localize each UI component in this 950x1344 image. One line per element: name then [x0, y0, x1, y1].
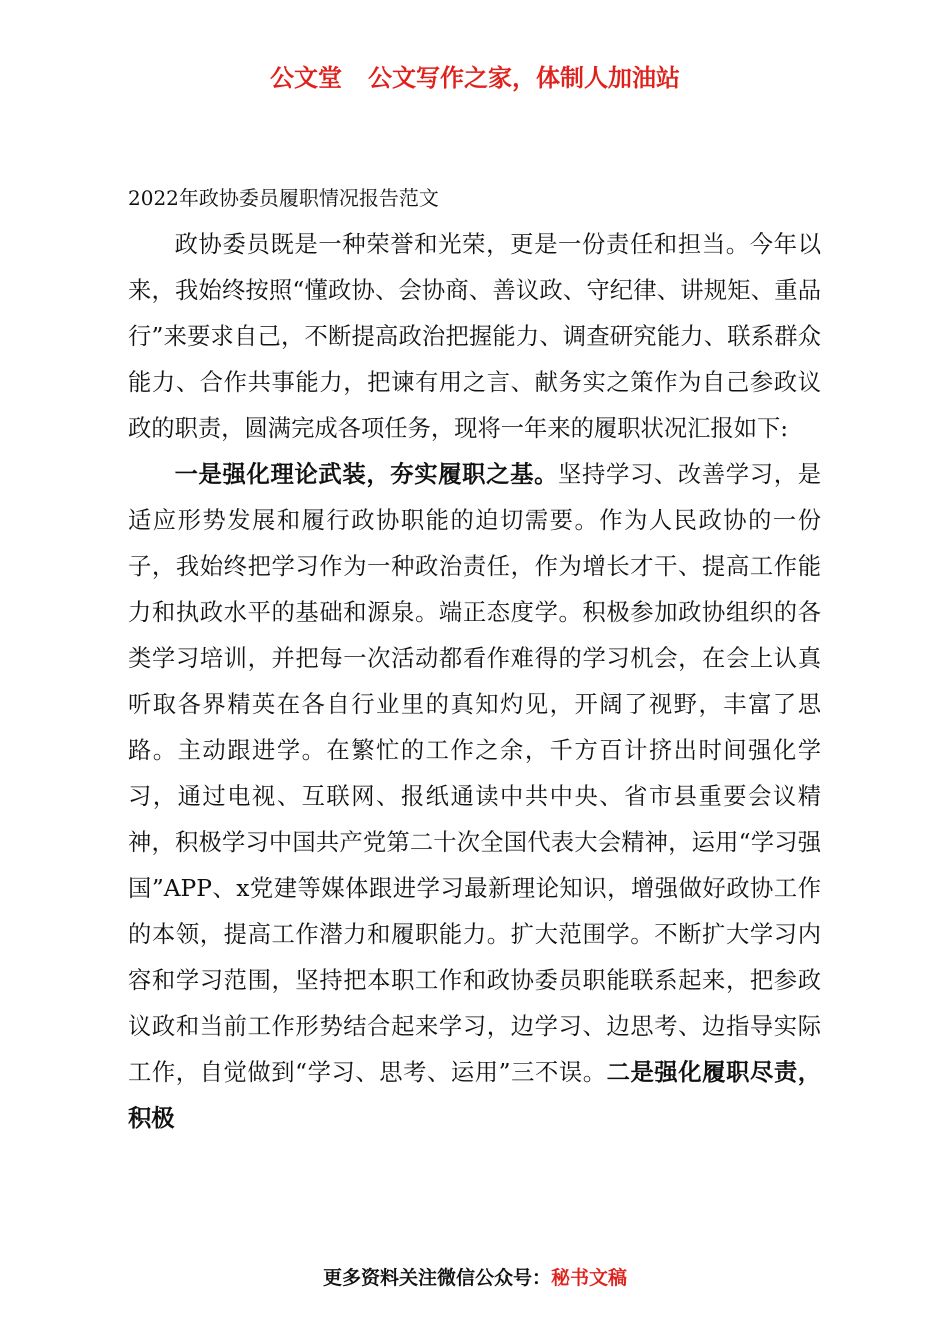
- footer-prefix: 更多资料关注微信公众号：: [322, 1267, 551, 1289]
- section1-text: 坚持学习、改善学习，是适应形势发展和履行政协职能的迫切需要。作为人民政协的一份子，我始终把学习作为一种政治责任，作为增长才干、提高工作能力和执政水平的基础和源泉。端正态度学。积极参加政协组织的各类学习培训，并把每一次活动都看作难得的学习机会，在会上认真听取各界精英在各自行业里的真知灼见，开阔了视野，丰富了思路。主动跟进学。在繁忙的工作之余，千方百计挤出时间强化学习，通过电视、互联网、报纸通读中共中央、省市县重要会议精神，积极学习中国共产党第二十次全国代表大会精神，运用“学习强国”APP、x党建等媒体跟进学习最新理论知识，增强做好政协工作的本领，提高工作潜力和履职能力。扩大范围学。不断扩大学习内容和学习范围，坚持把本职工作和政协委员职能联系起来，把参政议政和当前工作形势结合起来学习，边学习、边思考、边指导实际工作，自觉做到“学习、思考、运用”三不误。: [128, 461, 822, 1086]
- section2-heading: 二是强化履职尽责，积极: [128, 1059, 821, 1132]
- header-brand: 公文堂: [270, 64, 342, 92]
- section1-heading: 一是强化理论武装，夯实履职之基。: [174, 461, 559, 488]
- document-body: [128, 222, 821, 1142]
- page-footer: [0, 1263, 950, 1290]
- footer-account: 秘书文稿: [551, 1267, 628, 1289]
- header-slogan: 公文写作之家，体制人加油站: [368, 64, 680, 92]
- section-paragraph: [128, 452, 821, 1142]
- document-title: 2022年政协委员履职情况报告范文: [128, 186, 439, 210]
- page-header: [0, 58, 950, 93]
- intro-paragraph: 政协委员既是一种荣誉和光荣，更是一份责任和担当。今年以来，我始终按照“懂政协、会协商、善议政、守纪律、讲规矩、重品行”来要求自己，不断提高政治把握能力、调查研究能力、联系群众能力、合作共事能力，把谏有用之言、献务实之策作为自己参政议政的职责，圆满完成各项任务，现将一年来的履职状况汇报如下:: [128, 231, 821, 442]
